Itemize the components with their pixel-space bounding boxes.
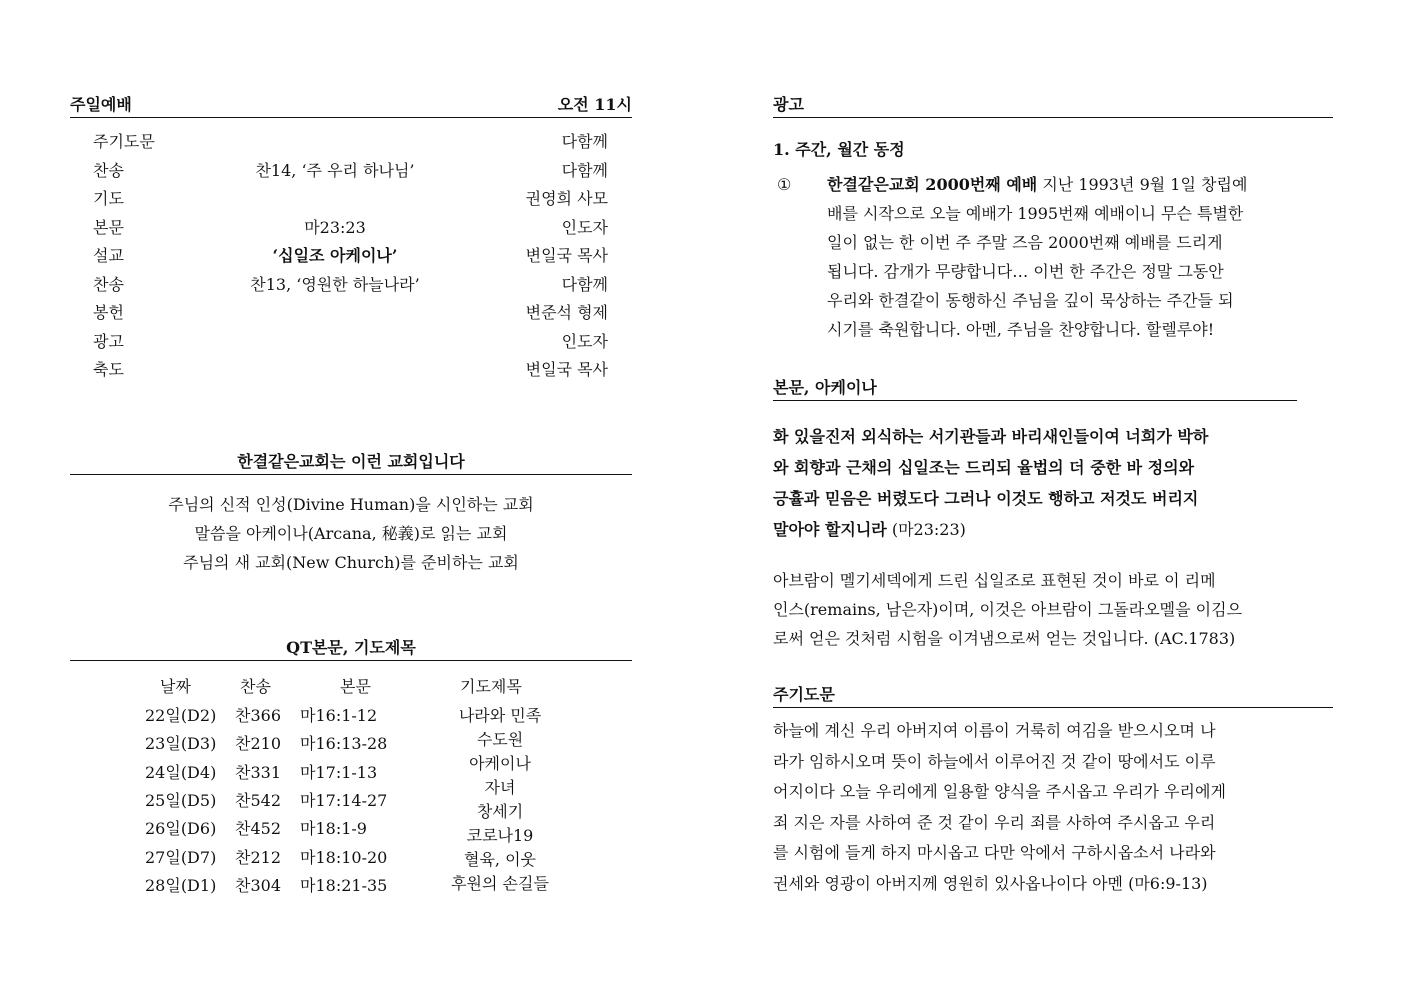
service-time: 오전 11시 xyxy=(557,95,632,114)
qt-hymn-cell: 찬210 xyxy=(235,734,281,754)
qt-hymn-cell: 찬452 xyxy=(235,819,281,839)
ads-item-line-1: 지난 1993년 9월 1일 창립예 xyxy=(1042,175,1248,194)
order-content: 찬13, ‘영원한 하늘나라’ xyxy=(250,274,420,294)
ads-item-title: 한결같은교회 2000번째 예배 xyxy=(827,175,1038,194)
prayer-line-2: 라가 임하시오며 뜻이 하늘에서 이루어진 것 같이 땅에서도 이루 xyxy=(773,751,1216,771)
order-item: 찬송 xyxy=(93,274,124,294)
qt-date-cell: 22일(D2) xyxy=(145,706,217,725)
qt-date-cell: 28일(D1) xyxy=(145,875,217,895)
scripture-line-3: 긍휼과 믿음은 버렸도다 그러나 이것도 행하고 저것도 버리지 xyxy=(773,489,1199,508)
ads-item-line-2: 배를 시작으로 오늘 예배가 1995번째 예배이니 무슨 특별한 xyxy=(827,204,1244,223)
qt-date-cell: 24일(D4) xyxy=(145,762,217,782)
ads-title: 광고 xyxy=(773,95,804,114)
order-content: ‘십일조 아케이나’ xyxy=(272,246,398,265)
qt-prayer-item: 수도원 xyxy=(476,730,524,749)
order-content: 찬14, ‘주 우리 하나님’ xyxy=(255,160,415,180)
qt-title: QT본문, 기도제목 xyxy=(286,638,416,657)
service-title: 주일예배 xyxy=(70,95,132,114)
order-row xyxy=(70,328,632,356)
text-title: 본문, 아케이나 xyxy=(773,378,877,397)
qt-text-cell: 마17:14-27 xyxy=(300,790,388,810)
ads-header xyxy=(773,96,1333,118)
order-item: 광고 xyxy=(93,331,124,351)
scripture-line-4: 말아야 할지니라 xyxy=(773,520,887,539)
service-header xyxy=(70,96,632,118)
order-leader: 인도자 xyxy=(561,217,608,237)
order-row xyxy=(70,157,632,185)
prayer-line-1: 하늘에 계신 우리 아버지여 이름이 거룩히 여김을 받으시오며 나 xyxy=(773,721,1216,740)
qt-text-cell: 마16:13-28 xyxy=(300,734,388,754)
arcana-block xyxy=(773,566,1333,653)
prayer-line-4: 죄 지은 자를 사하여 준 것 같이 우리 죄를 사하여 주시옵고 우리 xyxy=(773,812,1216,832)
identity-header xyxy=(70,453,632,475)
scripture-block xyxy=(773,421,1333,545)
order-item: 본문 xyxy=(93,217,124,237)
order-item: 주기도문 xyxy=(93,132,155,151)
qt-prayer-item: 아케이나 xyxy=(469,754,531,773)
qt-col-hymn: 찬송 xyxy=(240,677,271,696)
qt-prayer-item: 코로나19 xyxy=(466,826,534,845)
order-item: 설교 xyxy=(93,246,124,265)
qt-prayer-item: 창세기 xyxy=(476,802,524,821)
qt-prayer-item: 나라와 민족 xyxy=(458,706,542,725)
qt-prayer-item: 후원의 손길들 xyxy=(451,874,549,893)
order-item: 찬송 xyxy=(93,160,124,180)
qt-text-cell: 마18:10-20 xyxy=(300,847,388,867)
identity-line-3: 주님의 새 교회(New Church)를 준비하는 교회 xyxy=(183,553,519,572)
qt-text-cell: 마18:21-35 xyxy=(300,875,388,895)
qt-date-cell: 23일(D3) xyxy=(145,734,217,754)
arcana-line-3: 로써 얻은 것처럼 시험을 이겨냄으로써 얻는 것입니다. (AC.1783) xyxy=(773,629,1236,648)
order-content: 마23:23 xyxy=(304,217,366,237)
qt-hymn-cell: 찬542 xyxy=(235,790,281,810)
identity-line-2: 말씀을 아케이나(Arcana, 秘義)로 읽는 교회 xyxy=(194,524,508,543)
prayer-header xyxy=(773,686,1333,708)
order-item: 봉헌 xyxy=(93,303,124,322)
scripture-line-2: 와 회향과 근채의 십일조는 드리되 율법의 더 중한 바 정의와 xyxy=(773,458,1195,477)
qt-hymn-cell: 찬331 xyxy=(235,762,281,782)
qt-text-cell: 마16:1-12 xyxy=(300,706,378,725)
order-leader: 변일국 목사 xyxy=(525,246,608,265)
identity-line-1: 주님의 신적 인성(Divine Human)을 시인하는 교회 xyxy=(168,495,534,514)
qt-hymn-cell: 찬304 xyxy=(235,875,281,895)
qt-hymn-cell: 찬212 xyxy=(235,847,281,867)
scripture-reference: (마23:23) xyxy=(886,520,966,539)
ads-item-number: ① xyxy=(777,175,792,194)
ads-item-line-5: 우리와 한결같이 동행하신 주님을 깊이 묵상하는 주간들 되 xyxy=(827,291,1234,310)
order-row xyxy=(70,128,632,156)
order-item: 축도 xyxy=(93,360,124,379)
order-leader: 인도자 xyxy=(561,331,608,351)
prayer-line-5: 를 시험에 들게 하지 마시옵고 다만 악에서 구하시옵소서 나라와 xyxy=(773,843,1216,862)
qt-text-cell: 마18:1-9 xyxy=(300,819,367,839)
order-item: 기도 xyxy=(93,189,124,208)
order-row xyxy=(70,214,632,242)
order-leader: 다함께 xyxy=(561,160,608,180)
qt-date-cell: 26일(D6) xyxy=(145,819,217,839)
prayer-line-6: 권세와 영광이 아버지께 영원히 있사옵나이다 아멘 (마6:9-13) xyxy=(773,873,1208,893)
qt-col-prayer: 기도제목 xyxy=(460,677,522,696)
prayer-line-3: 어지이다 오늘 우리에게 일용할 양식을 주시옵고 우리가 우리에게 xyxy=(773,782,1226,801)
qt-date-cell: 25일(D5) xyxy=(145,790,217,810)
order-row xyxy=(70,242,632,270)
order-leader: 다함께 xyxy=(561,274,608,294)
qt-date-cell: 27일(D7) xyxy=(145,847,217,867)
qt-col-text: 본문 xyxy=(340,677,371,696)
ads-item-line-4: 됩니다. 감개가 무량합니다… 이번 한 주간은 정말 그동안 xyxy=(827,262,1224,281)
order-leader: 다함께 xyxy=(561,132,608,151)
order-row xyxy=(70,271,632,299)
order-row xyxy=(70,356,632,384)
ads-subtitle: 1. 주간, 월간 동정 xyxy=(773,140,905,159)
order-leader: 권영희 사모 xyxy=(525,189,608,208)
order-row xyxy=(70,299,632,327)
text-header xyxy=(773,379,1297,401)
ads-item xyxy=(777,170,1333,344)
arcana-line-2: 인스(remains, 남은자)이며, 이것은 아브람이 그돌라오멜을 이김으 xyxy=(773,600,1243,619)
qt-prayer-item: 자녀 xyxy=(484,778,516,797)
order-leader: 변일국 목사 xyxy=(525,360,608,379)
qt-header xyxy=(70,639,632,661)
order-row xyxy=(70,185,632,213)
scripture-line-1: 화 있을진저 외식하는 서기관들과 바리새인들이여 너희가 박하 xyxy=(773,427,1209,446)
lords-prayer-block xyxy=(773,716,1333,899)
identity-title: 한결같은교회는 이런 교회입니다 xyxy=(237,452,465,471)
qt-text-cell: 마17:1-13 xyxy=(300,762,378,782)
prayer-title: 주기도문 xyxy=(773,685,835,704)
qt-hymn-cell: 찬366 xyxy=(235,706,281,725)
qt-prayer-item: 혈육, 이웃 xyxy=(464,850,536,869)
order-leader: 변준석 형제 xyxy=(525,303,608,322)
qt-col-date: 날짜 xyxy=(160,677,191,696)
ads-item-line-3: 일이 없는 한 이번 주 주말 즈음 2000번째 예배를 드리게 xyxy=(827,233,1223,252)
ads-item-line-6: 시기를 축원합니다. 아멘, 주님을 찬양합니다. 할렐루야! xyxy=(827,320,1215,339)
arcana-line-1: 아브람이 멜기세덱에게 드린 십일조로 표현된 것이 바로 이 리메 xyxy=(773,571,1216,590)
